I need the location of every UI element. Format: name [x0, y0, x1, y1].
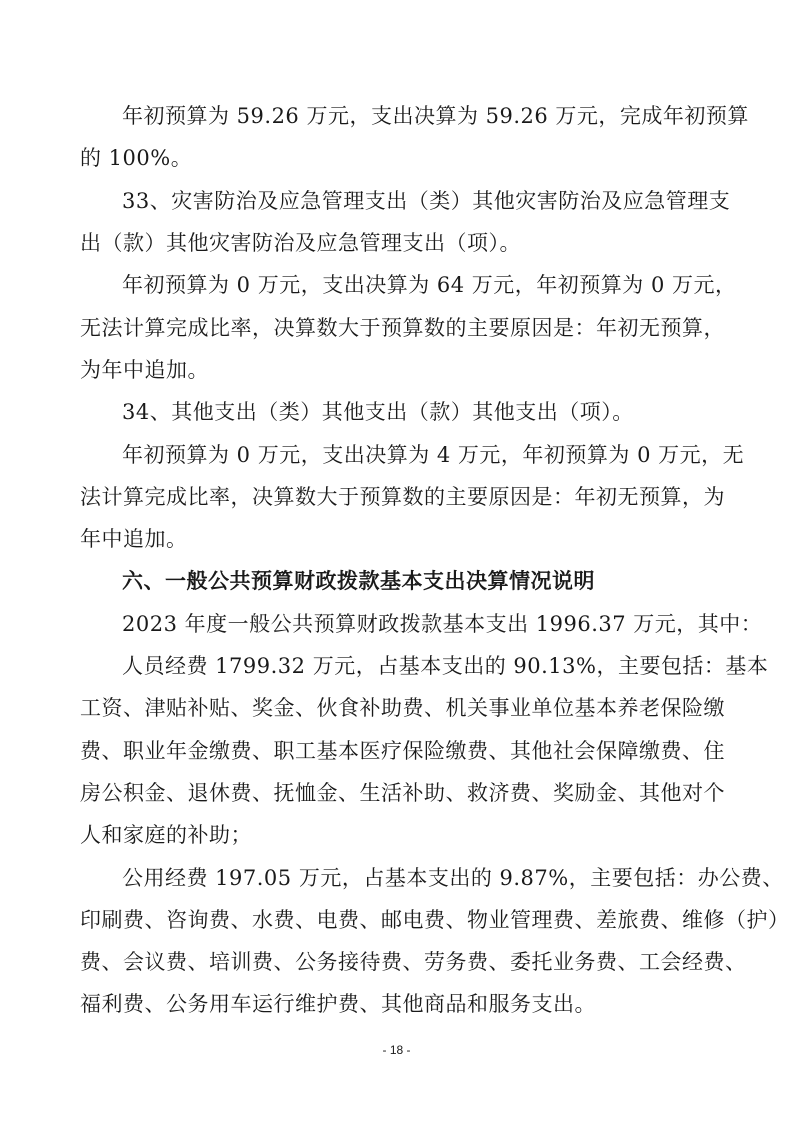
paragraph-line: 的 100%。	[80, 146, 193, 170]
item-heading-34: 34、其他支出（类）其他支出（款）其他支出（项）。	[122, 400, 634, 424]
paragraph-line: 印刷费、咨询费、水费、电费、邮电费、物业管理费、差旅费、维修（护）	[80, 908, 790, 932]
paragraph-line: 房公积金、退休费、抚恤金、生活补助、救济费、奖励金、其他对个	[80, 781, 725, 805]
paragraph-line: 福利费、公务用车运行维护费、其他商品和服务支出。	[80, 992, 596, 1016]
paragraph-line: 工资、津贴补贴、奖金、伙食补助费、机关事业单位基本养老保险缴	[80, 696, 725, 720]
paragraph-line: 无法计算完成比率，决算数大于预算数的主要原因是：年初无预算，	[80, 316, 725, 340]
paragraph-line: 2023 年度一般公共预算财政拨款基本支出 1996.37 万元，其中：	[122, 612, 763, 636]
page-number: - 18 -	[382, 1043, 411, 1057]
paragraph-line: 人员经费 1799.32 万元，占基本支出的 90.13%，主要包括：基本	[122, 654, 769, 678]
paragraph-line: 出（款）其他灾害防治及应急管理支出（项）。	[80, 231, 521, 255]
section-heading: 六、一般公共预算财政拨款基本支出决算情况说明	[122, 569, 595, 593]
paragraph-line: 年初预算为 59.26 万元，支出决算为 59.26 万元，完成年初预算	[122, 104, 749, 128]
paragraph-line: 年中追加。	[80, 527, 188, 551]
paragraph-line: 法计算完成比率，决算数大于预算数的主要原因是：年初无预算，为	[80, 485, 725, 509]
paragraph-line: 公用经费 197.05 万元，占基本支出的 9.87%，主要包括：办公费、	[122, 866, 784, 890]
item-heading-33: 33、灾害防治及应急管理支出（类）其他灾害防治及应急管理支	[122, 189, 731, 213]
paragraph-line: 人和家庭的补助；	[80, 823, 252, 847]
paragraph-line: 年初预算为 0 万元，支出决算为 4 万元，年初预算为 0 万元，无	[122, 443, 745, 467]
paragraph-line: 年初预算为 0 万元，支出决算为 64 万元，年初预算为 0 万元，	[122, 273, 737, 297]
paragraph-line: 费、职业年金缴费、职工基本医疗保险缴费、其他社会保障缴费、住	[80, 739, 725, 763]
paragraph-line: 费、会议费、培训费、公务接待费、劳务费、委托业务费、工会经费、	[80, 950, 747, 974]
paragraph-line: 为年中追加。	[80, 358, 209, 382]
